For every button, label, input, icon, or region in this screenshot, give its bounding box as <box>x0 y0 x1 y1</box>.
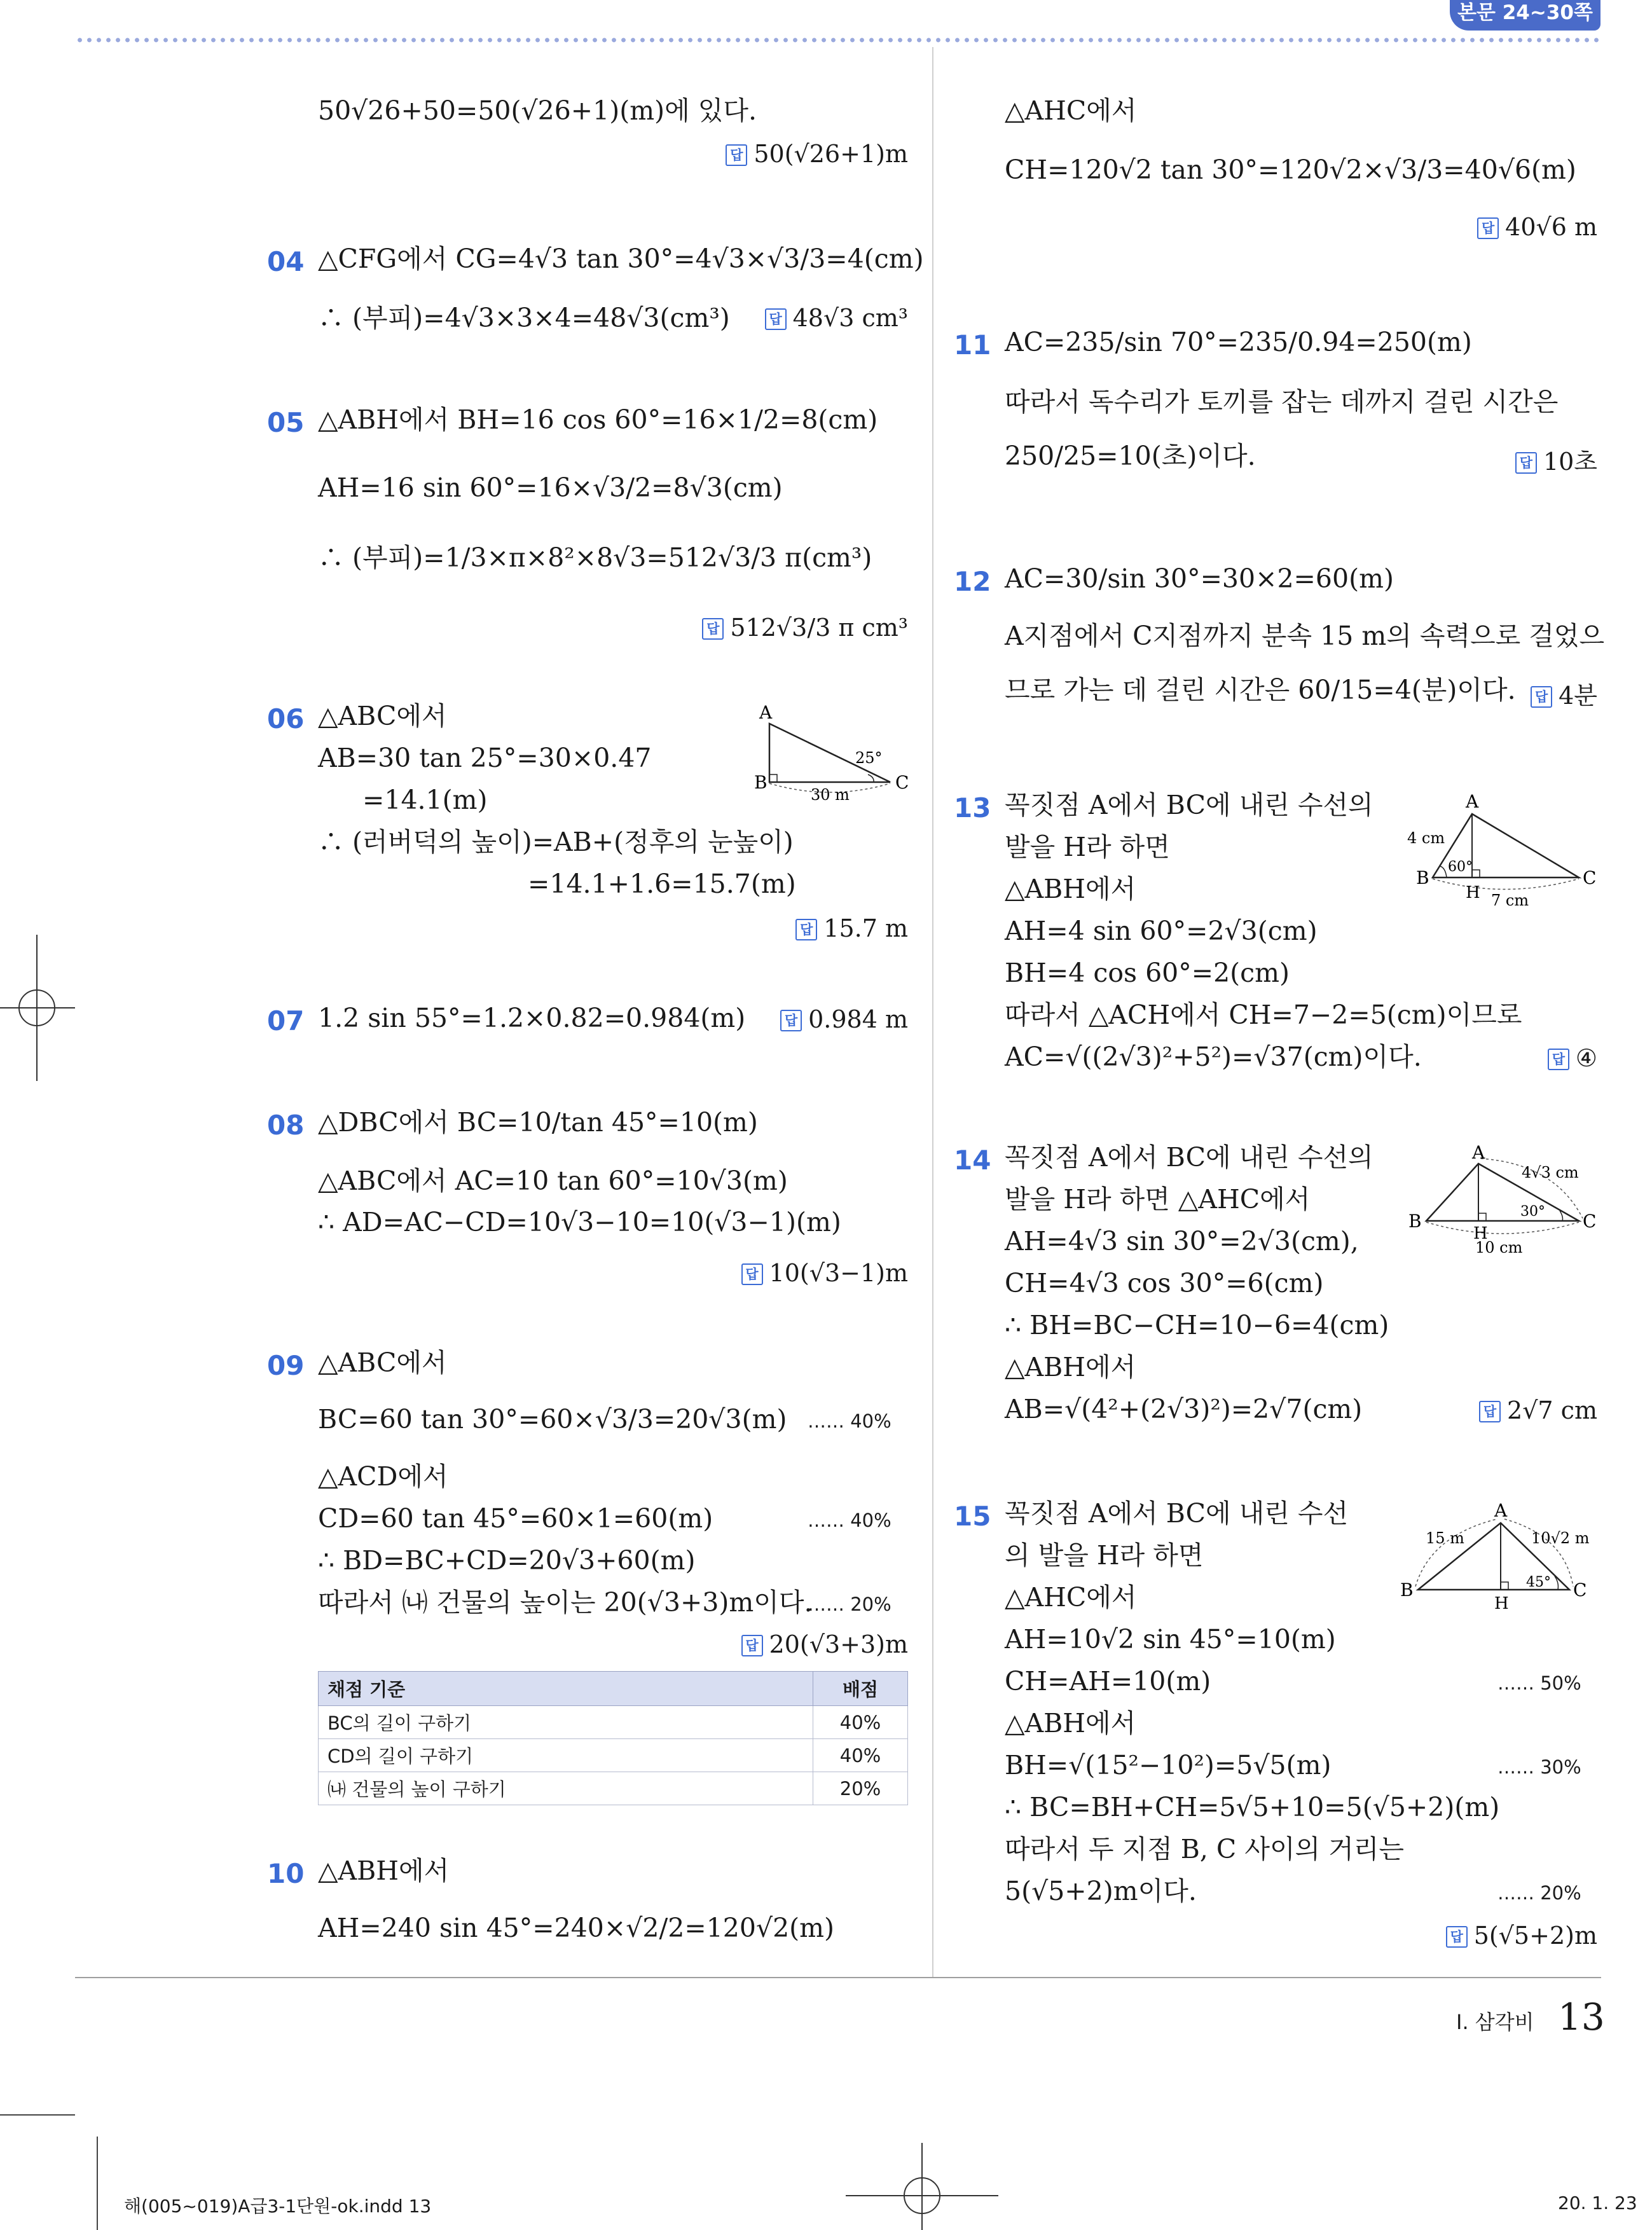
p08-line3: ∴ AD=AC−CD=10√3−10=10(√3−1)(m) <box>318 1207 841 1237</box>
p09-line3: △ACD에서 <box>318 1461 448 1492</box>
table-cell: ㈏ 건물의 높이 구하기 <box>319 1772 813 1805</box>
p08-line1: △DBC에서 BC=10/tan 45°=10(m) <box>318 1107 758 1138</box>
problem-number-07: 07 <box>267 1005 305 1036</box>
chapter-label: Ⅰ. 삼각비 <box>1456 2010 1534 2034</box>
table-row <box>319 1739 908 1772</box>
answer-badge: 답 <box>780 1010 802 1031</box>
p11-line3: 250/25=10(초)이다. <box>1005 441 1256 471</box>
crop-mark <box>97 2137 98 2230</box>
p05-answer <box>702 614 908 642</box>
left-cont-answer <box>726 140 908 168</box>
fig-label-a: A <box>1466 791 1479 812</box>
print-date: 20. 1. 23 <box>1558 2192 1637 2213</box>
answer-badge: 답 <box>1515 452 1537 474</box>
p15-line6: △ABH에서 <box>1005 1708 1136 1738</box>
p14-answer <box>1479 1396 1597 1424</box>
p15-score10: …… 20% <box>1497 1882 1581 1904</box>
fig-side-left: 15 m <box>1426 1529 1464 1547</box>
answer-badge: 답 <box>702 618 724 640</box>
problem-number-15: 15 <box>954 1501 991 1532</box>
p14-line4: CH=4√3 cos 30°=6(cm) <box>1005 1268 1324 1298</box>
p11-answer <box>1515 442 1597 477</box>
p09-line5: ∴ BD=BC+CD=20√3+60(m) <box>318 1545 696 1576</box>
answer-text: ④ <box>1575 1044 1597 1072</box>
answer-text: 40√6 m <box>1505 213 1597 241</box>
p05-line1: △ABH에서 BH=16 cos 60°=16×1/2=8(cm) <box>318 404 878 435</box>
p13-line4: AH=4 sin 60°=2√3(cm) <box>1005 916 1318 946</box>
answer-text: 2√7 cm <box>1507 1396 1597 1424</box>
table-cell: BC의 길이 구하기 <box>319 1706 813 1739</box>
answer-badge: 답 <box>1477 217 1499 239</box>
p14-line5: ∴ BH=BC−CH=10−6=4(cm) <box>1005 1310 1389 1340</box>
p09-line2: BC=60 tan 30°=60×√3/3=20√3(m) <box>318 1404 787 1435</box>
p04-answer <box>765 304 908 332</box>
problem-number-08: 08 <box>267 1110 305 1141</box>
p15-line7: BH=√(15²−10²)=5√5(m) <box>1005 1750 1332 1780</box>
p11-line2: 따라서 독수리가 토끼를 잡는 데까지 걸린 시간은 <box>1005 387 1559 417</box>
p08-line2: △ABC에서 AC=10 tan 60°=10√3(m) <box>318 1166 788 1196</box>
problem-number-14: 14 <box>954 1145 991 1176</box>
p15-line9: 따라서 두 지점 B, C 사이의 거리는 <box>1005 1834 1404 1864</box>
p06-line2: AB=30 tan 25°=30×0.47 <box>318 743 652 773</box>
answer-badge: 답 <box>741 1263 763 1285</box>
problem-number-06: 06 <box>267 703 305 734</box>
fig-side-right: 10√2 m <box>1531 1529 1590 1547</box>
p12-line3: 므로 가는 데 걸린 시간은 60/15=4(분)이다. <box>1005 675 1516 705</box>
p13-line7: AC=√((2√3)²+5²)=√37(cm)이다. <box>1005 1042 1422 1072</box>
table-cell: 40% <box>813 1706 908 1739</box>
p15-line4: AH=10√2 sin 45°=10(m) <box>1005 1624 1336 1655</box>
registration-mark-icon <box>0 935 76 1081</box>
p09-score2: …… 40% <box>808 1410 891 1432</box>
p06-answer <box>795 914 908 942</box>
crop-mark <box>0 2114 75 2116</box>
p06-line4: ∴ (러버덕의 높이)=AB+(정후의 눈높이) <box>318 827 794 857</box>
p14-triangle-figure <box>1402 1142 1599 1259</box>
table-header-row <box>319 1672 908 1706</box>
table-cell: CD의 길이 구하기 <box>319 1739 813 1772</box>
answer-badge: 답 <box>765 308 787 330</box>
p13-answer <box>1548 1044 1597 1072</box>
p11-line1: AC=235/sin 70°=235/0.94=250(m) <box>1005 327 1472 357</box>
problem-number-13: 13 <box>954 792 991 823</box>
answer-badge: 답 <box>741 1635 763 1656</box>
answer-text: 20(√3+3)m <box>769 1630 908 1658</box>
answer-text: 10(√3−1)m <box>769 1259 908 1287</box>
p15-line5: CH=AH=10(m) <box>1005 1666 1211 1697</box>
table-row <box>319 1772 908 1805</box>
p15-score7: …… 30% <box>1497 1756 1581 1778</box>
column-divider <box>932 47 933 1977</box>
right-cont-line1: △AHC에서 <box>1005 95 1137 126</box>
p13-line3: △ABH에서 <box>1005 874 1136 904</box>
p09-line4: CD=60 tan 45°=60×1=60(m) <box>318 1503 713 1534</box>
p06-line3: =14.1(m) <box>362 785 488 815</box>
p06-triangle-figure <box>744 699 916 804</box>
p15-triangle-figure <box>1393 1497 1596 1618</box>
fig-base: 7 cm <box>1491 891 1529 909</box>
answer-text: 10초 <box>1543 448 1597 476</box>
p14-line1: 꼭짓점 A에서 BC에 내린 수선의 <box>1005 1142 1373 1173</box>
p07-line1: 1.2 sin 55°=1.2×0.82=0.984(m) <box>318 1003 746 1033</box>
answer-text: 0.984 m <box>808 1005 908 1033</box>
fig-label-c: C <box>1583 867 1597 888</box>
fig-side: 4 cm <box>1407 829 1445 847</box>
answer-badge: 답 <box>1479 1401 1501 1422</box>
answer-text: 512√3/3 π cm³ <box>730 614 908 642</box>
fig-angle: 60° <box>1448 859 1473 875</box>
p14-line2: 발을 H라 하면 △AHC에서 <box>1005 1184 1311 1215</box>
fig-label-c: C <box>1573 1580 1587 1600</box>
p13-line2: 발을 H라 하면 <box>1005 832 1170 862</box>
problem-number-05: 05 <box>267 407 305 438</box>
p04-line2: ∴ (부피)=4√3×3×4=48√3(cm³) <box>318 303 730 333</box>
p06-line5: =14.1+1.6=15.7(m) <box>528 869 796 899</box>
page-number: 13 <box>1558 1995 1605 2039</box>
answer-text: 15.7 m <box>823 914 908 942</box>
p15-line8: ∴ BC=BH+CH=5√5+10=5(√5+2)(m) <box>1005 1792 1500 1822</box>
p13-line6: 따라서 △ACH에서 CH=7−2=5(cm)이므로 <box>1005 1000 1522 1030</box>
answer-text: 48√3 cm³ <box>792 304 908 332</box>
problem-number-10: 10 <box>267 1858 305 1889</box>
p09-line6: 따라서 ㈏ 건물의 높이는 20(√3+3)m이다. <box>318 1587 813 1618</box>
problem-number-09: 09 <box>267 1350 305 1381</box>
fig-base: 30 m <box>811 786 850 804</box>
p07-answer <box>780 1005 908 1033</box>
table-cell: 40% <box>813 1739 908 1772</box>
answer-text: 4분 <box>1559 682 1597 710</box>
p13-line5: BH=4 cos 60°=2(cm) <box>1005 958 1290 988</box>
p10-line1: △ABH에서 <box>318 1855 450 1886</box>
p09-score4: …… 40% <box>808 1510 891 1531</box>
page-range-tab: 본문 24~30쪽 <box>1450 0 1600 31</box>
answer-badge: 답 <box>795 919 817 940</box>
p13-triangle-figure <box>1408 788 1599 916</box>
p15-score5: …… 50% <box>1497 1672 1581 1694</box>
problem-number-11: 11 <box>954 329 991 361</box>
answer-badge: 답 <box>1446 1926 1468 1948</box>
table-cell: 20% <box>813 1772 908 1805</box>
p15-answer <box>1446 1922 1597 1950</box>
p14-line7: AB=√(4²+(2√3)²)=2√7(cm) <box>1005 1394 1363 1424</box>
p15-line1: 꼭짓점 A에서 BC에 내린 수선 <box>1005 1498 1349 1529</box>
header-dotted-rule <box>75 37 1601 43</box>
answer-badge: 답 <box>726 144 747 166</box>
fig-label-h: H <box>1473 1224 1488 1243</box>
fig-label-b: B <box>1408 1211 1422 1232</box>
p14-line3: AH=4√3 sin 30°=2√3(cm), <box>1005 1226 1359 1256</box>
p13-line1: 꼭짓점 A에서 BC에 내린 수선의 <box>1005 790 1373 820</box>
fig-label-b: B <box>1400 1580 1414 1600</box>
p12-answer <box>1531 676 1597 711</box>
problem-number-04: 04 <box>267 246 305 277</box>
answer-text: 5(√5+2)m <box>1473 1922 1597 1950</box>
p09-score6: …… 20% <box>808 1593 891 1615</box>
answer-badge: 답 <box>1548 1049 1569 1070</box>
fig-angle: 45° <box>1526 1574 1551 1590</box>
fig-label-a: A <box>1472 1142 1485 1163</box>
right-cont-answer <box>1477 213 1597 241</box>
p15-line2: 의 발을 H라 하면 <box>1005 1540 1204 1571</box>
answer-badge: 답 <box>1531 686 1552 708</box>
p12-line2: A지점에서 C지점까지 분속 15 m의 속력으로 걸었으 <box>1005 621 1605 651</box>
file-info: 해(005~019)A급3-1단원-ok.indd 13 <box>124 2196 432 2217</box>
p09-line1: △ABC에서 <box>318 1347 447 1378</box>
fig-label-c: C <box>895 772 909 793</box>
fig-angle: 25° <box>855 749 883 767</box>
p10-line2: AH=240 sin 45°=240×√2/2=120√2(m) <box>318 1913 835 1943</box>
p08-answer <box>741 1259 908 1287</box>
fig-base: 10 cm <box>1475 1239 1523 1256</box>
table-header-cell: 배점 <box>813 1672 908 1706</box>
p14-line6: △ABH에서 <box>1005 1352 1136 1382</box>
answer-text: 50(√26+1)m <box>754 140 908 168</box>
table-header-cell: 채점 기준 <box>319 1672 813 1706</box>
registration-mark-icon <box>846 2143 998 2230</box>
p04-line1: △CFG에서 CG=4√3 tan 30°=4√3×√3/3=4(cm) <box>318 244 924 274</box>
fig-label-b: B <box>754 772 767 793</box>
problem-number-12: 12 <box>954 566 991 597</box>
p15-line10: 5(√5+2)m이다. <box>1005 1876 1197 1906</box>
fig-label-a: A <box>1494 1500 1508 1521</box>
bottom-rule <box>75 1977 1601 1978</box>
fig-label-c: C <box>1583 1211 1597 1232</box>
p05-line3: ∴ (부피)=1/3×π×8²×8√3=512√3/3 π(cm³) <box>318 542 872 573</box>
p06-line1: △ABC에서 <box>318 701 447 731</box>
fig-label-a: A <box>759 702 773 723</box>
fig-label-b: B <box>1416 867 1429 888</box>
table-row <box>319 1706 908 1739</box>
scoring-criteria-table <box>318 1671 908 1805</box>
right-cont-line2: CH=120√2 tan 30°=120√2×√3/3=40√6(m) <box>1005 155 1576 185</box>
fig-label-h: H <box>1466 883 1480 902</box>
left-cont-line1: 50√26+50=50(√26+1)(m)에 있다. <box>318 95 757 126</box>
fig-label-h: H <box>1494 1594 1509 1613</box>
p12-line1: AC=30/sin 30°=30×2=60(m) <box>1005 563 1394 594</box>
p09-answer <box>741 1630 908 1658</box>
p15-line3: △AHC에서 <box>1005 1582 1137 1613</box>
fig-side: 4√3 cm <box>1522 1164 1579 1181</box>
fig-angle: 30° <box>1520 1204 1545 1220</box>
p05-line2: AH=16 sin 60°=16×√3/2=8√3(cm) <box>318 472 783 503</box>
